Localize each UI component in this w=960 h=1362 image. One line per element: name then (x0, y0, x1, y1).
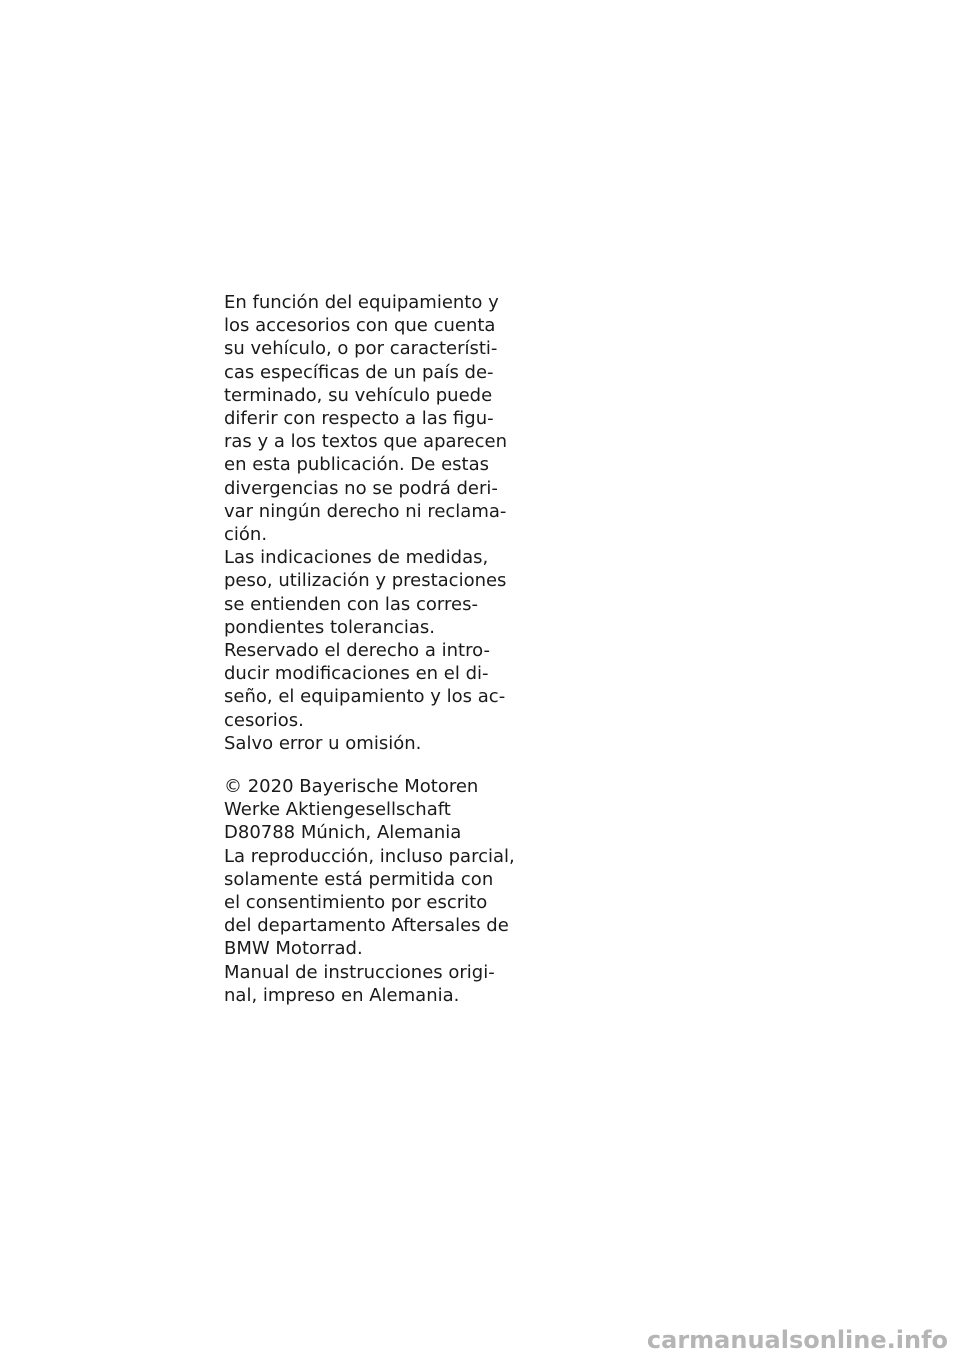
text-line: D80788 Múnich, Alemania (224, 822, 462, 844)
text-line: su vehículo, o por característi- (224, 338, 498, 360)
text-line: divergencias no se podrá deri- (224, 477, 498, 499)
text-line: peso, utilización y prestaciones (224, 570, 507, 592)
text-line: ras y a los textos que aparecen (224, 431, 507, 453)
reproduction-paragraph (224, 845, 514, 961)
text-line: cas específicas de un país de- (224, 361, 494, 383)
text-line: ducir modificaciones en el di- (224, 663, 489, 685)
text-line: solamente está permitida con (224, 868, 494, 890)
text-line: cesorios. (224, 709, 304, 731)
text-line: La reproducción, incluso parcial, (224, 845, 515, 867)
text-line: BMW Motorrad. (224, 938, 363, 960)
text-line: var ningún derecho ni reclama- (224, 500, 507, 522)
text-line: Manual de instrucciones origi- (224, 961, 495, 983)
original-manual-paragraph (224, 961, 514, 1007)
text-line: los accesorios con que cuenta (224, 315, 496, 337)
equipment-variance-paragraph (224, 291, 514, 546)
text-line: en esta publicación. De estas (224, 454, 489, 476)
text-line: ción. (224, 524, 268, 546)
text-line: © 2020 Bayerische Motoren (224, 776, 479, 798)
paragraph-spacer (224, 755, 514, 775)
text-line: del departamento Aftersales de (224, 915, 509, 937)
text-line: diferir con respecto a las figu- (224, 408, 494, 430)
text-line: Salvo error u omisión. (224, 732, 422, 754)
text-line: seño, el equipamiento y los ac- (224, 686, 506, 708)
text-line: se entienden con las corres- (224, 593, 478, 615)
text-line: Reservado el derecho a intro- (224, 640, 490, 662)
legal-notice-text (224, 291, 514, 1007)
text-line: nal, impreso en Alemania. (224, 984, 460, 1006)
text-line: Las indicaciones de medidas, (224, 547, 489, 569)
text-line: En función del equipamiento y (224, 292, 499, 313)
modifications-paragraph (224, 639, 514, 732)
text-line: terminado, su vehículo puede (224, 384, 493, 406)
tolerances-paragraph (224, 546, 514, 639)
text-line: pondientes tolerancias. (224, 616, 435, 638)
text-line: Werke Aktiengesellschaft (224, 799, 451, 821)
site-watermark: carmanualsonline.info (646, 1326, 948, 1354)
copyright-paragraph (224, 775, 514, 845)
errors-paragraph (224, 732, 514, 755)
text-line: el consentimiento por escrito (224, 892, 488, 914)
